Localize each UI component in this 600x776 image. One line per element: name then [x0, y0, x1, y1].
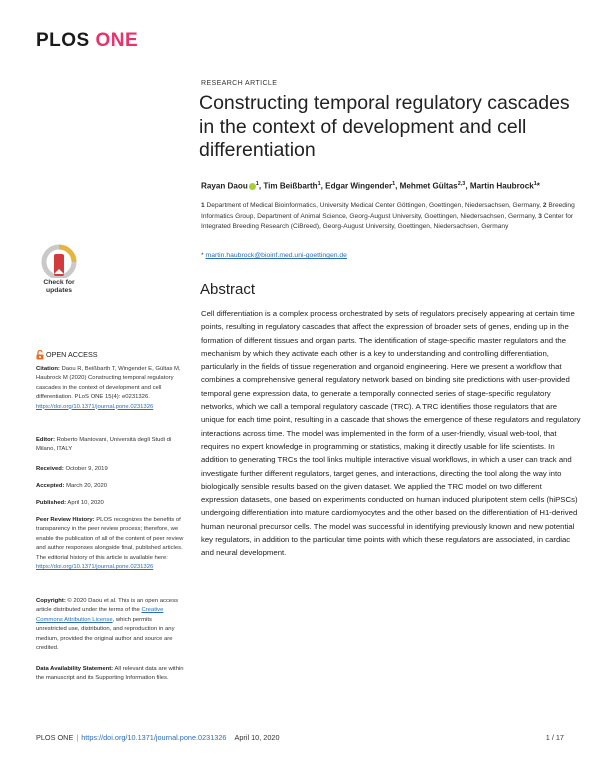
- affil-num: 2: [542, 202, 547, 209]
- peer-review-link[interactable]: https://doi.org/10.1371/journal.pone.0231326: [36, 564, 154, 571]
- open-access-text: OPEN ACCESS: [46, 350, 98, 359]
- editor-block: [36, 436, 184, 455]
- author-affil-sup: 1: [392, 181, 396, 187]
- author-affil-sup: 1: [533, 181, 537, 187]
- author-name: Mehmet Gültas: [399, 181, 458, 191]
- author-name: Rayan Daou: [201, 181, 248, 191]
- accepted-label: Accepted:: [36, 483, 65, 489]
- author-name: Martin Haubrock: [469, 181, 534, 191]
- received-date: October 9, 2019: [65, 466, 108, 472]
- citation-label: Citation:: [36, 366, 60, 372]
- peer-review-label: Peer Review History:: [36, 517, 95, 523]
- accepted-block: [36, 482, 184, 491]
- footer-separator: |: [76, 733, 79, 742]
- page-number: 1 / 17: [545, 733, 564, 742]
- check-updates-line1: Check for: [43, 279, 75, 286]
- logo-part1: PLOS: [36, 30, 90, 51]
- citation-doi-link[interactable]: https://doi.org/10.1371/journal.pone.0231326: [36, 403, 154, 410]
- check-for-updates-badge[interactable]: [36, 244, 82, 302]
- citation-block: [36, 365, 184, 412]
- affil-text: Department of Medical Bioinformatics, University Medical Center Göttingen, Goettingen, Niedersachsen, Germany,: [206, 202, 541, 209]
- editor-label: Editor:: [36, 437, 55, 443]
- author-name: Edgar Wingender: [325, 181, 393, 191]
- footer-journal: PLOS ONE: [36, 733, 74, 742]
- article-type: RESEARCH ARTICLE: [201, 80, 278, 87]
- check-updates-icon: [38, 244, 80, 278]
- affiliations: [201, 201, 581, 233]
- correspondence: [201, 252, 347, 259]
- check-updates-label: [36, 279, 82, 295]
- copyright-label: Copyright:: [36, 598, 66, 604]
- peer-review-text: PLOS recognizes the benefits of transparency in the peer review process; therefore, we enable the publication of all of the content of peer review and author responses alongside final, published articles. The editorial history of this article is available here:: [36, 517, 184, 561]
- footer-date: April 10, 2020: [234, 733, 280, 742]
- citation-text: Daou R, Beißbarth T, Wingender E, Gültas M, Haubrock M (2020) Constructing temporal regulatory cascades in the context of development and cell differentiation. PLoS ONE 15(4): e0231326.: [36, 366, 181, 401]
- license-link[interactable]: Creative Commons Attribution License: [36, 607, 164, 623]
- affil-text: Breeding Informatics Group, Department of Animal Science, Georg-August University, Goettingen, Niedersachsen, Germany,: [201, 202, 575, 220]
- affil-num: 3: [538, 212, 542, 220]
- page-footer: [36, 733, 564, 742]
- author-affil-sup: 2,3: [457, 181, 466, 187]
- author-list: Rayan Daou $^1$, Tim Beißbarth$^1$, Edgar Wingender$^1$, Mehmet Gültas$^{2,3}$, Martin Haubrock$^1$*: [201, 181, 540, 191]
- article-title: Constructing temporal regulatory cascades in the context of development and cell differentiation: [199, 92, 570, 161]
- author-name: Tim Beißbarth: [263, 181, 318, 191]
- editor-text: Roberto Mantovani, Università degli Studi di Milano, ITALY: [36, 437, 172, 453]
- data-availability-block: [36, 665, 184, 684]
- corresp-email-link[interactable]: martin.haubrock@bioinf.med.uni-goettingen.de: [205, 252, 347, 259]
- data-availability-text: All relevant data are within the manuscript and its Supporting Information files.: [36, 666, 184, 682]
- corresponding-mark: *: [536, 181, 540, 191]
- received-block: [36, 465, 184, 474]
- journal-logo[interactable]: [36, 30, 138, 52]
- received-label: Received:: [36, 466, 64, 472]
- author-affil-sup: 1: [317, 181, 321, 187]
- orcid-icon[interactable]: [249, 183, 256, 190]
- abstract-text: Cell differentiation is a complex process orchestrated by sets of regulators precisely appearing at certain time points, resulting in regulatory cascades that affect the expression of broader sets of genes, ending up in the formation of different tissues and organ parts. The identification of stage-specific master regulators and the mechanism by which they activate each other is a key to understanding and controlling differentiation, particularly in the fields of tissue regeneration and organoid engineering. Here we present a workflow that combines a comprehensive general regulatory network based on binding site predictions with user-provided temporal gene expression data, to generate a temporally connected series of stage-specific regulatory networks, which we call a temporal regulatory cascade (TRC). A TRC identifies those regulators that are unique for each time point, resulting in a cascade that shows the emergence of these regulators and regulatory interactions across time. The model was implemented in the form of a user-friendly, visual web-tool, that requires no expert knowledge in programming or statistics, making it directly usable for life scientists. In addition to generating TRCs the tool links multiple interactive visual workflows, in which a user can track and investigate further different regulators, target genes, and interactions, directing the tool along the way into biologically sensible results based on the given dataset. We applied the TRC model on two different expression datasets, one based on experiments conducted on human induced pluripotent stem cells (hiPSCs) undergoing differentiation into mature cardiomyocytes and the other based on the differentiation of H1-derived human neuronal precursor cells. The model was successful in identifying previously known and new potential key regulators, in addition to the particular time points with which these regulators are associated, in cardiac and neural development.: [201, 309, 581, 558]
- data-availability-label: Data Availability Statement:: [36, 666, 114, 672]
- author-affil-sup: 1: [255, 181, 259, 187]
- affil-num: 1: [201, 202, 205, 209]
- published-label: Published:: [36, 500, 67, 506]
- open-access-label: [36, 350, 98, 360]
- peer-review-block: [36, 516, 184, 572]
- accepted-date: March 20, 2020: [66, 483, 108, 489]
- published-block: [36, 499, 184, 508]
- copyright-block: [36, 597, 184, 653]
- copyright-text: © 2020 Daou et al. This is an open access article distributed under the terms of the: [36, 598, 179, 614]
- logo-part2: ONE: [95, 30, 139, 51]
- copyright-text-cont: , which permits unrestricted use, distribution, and reproduction in any medium, provided the original author and source are credited.: [36, 616, 175, 652]
- affil-text: Center for Integrated Breeding Research (CiBreed), Georg-August University, Goettingen, Niedersachsen, Germany: [201, 212, 574, 230]
- footer-doi-link[interactable]: https://doi.org/10.1371/journal.pone.0231326: [81, 733, 227, 742]
- open-lock-icon: [36, 350, 44, 360]
- corresp-star: *: [201, 252, 204, 259]
- published-date: April 10, 2020: [67, 500, 104, 506]
- check-updates-line2: updates: [45, 287, 73, 294]
- abstract-heading: Abstract: [200, 281, 256, 298]
